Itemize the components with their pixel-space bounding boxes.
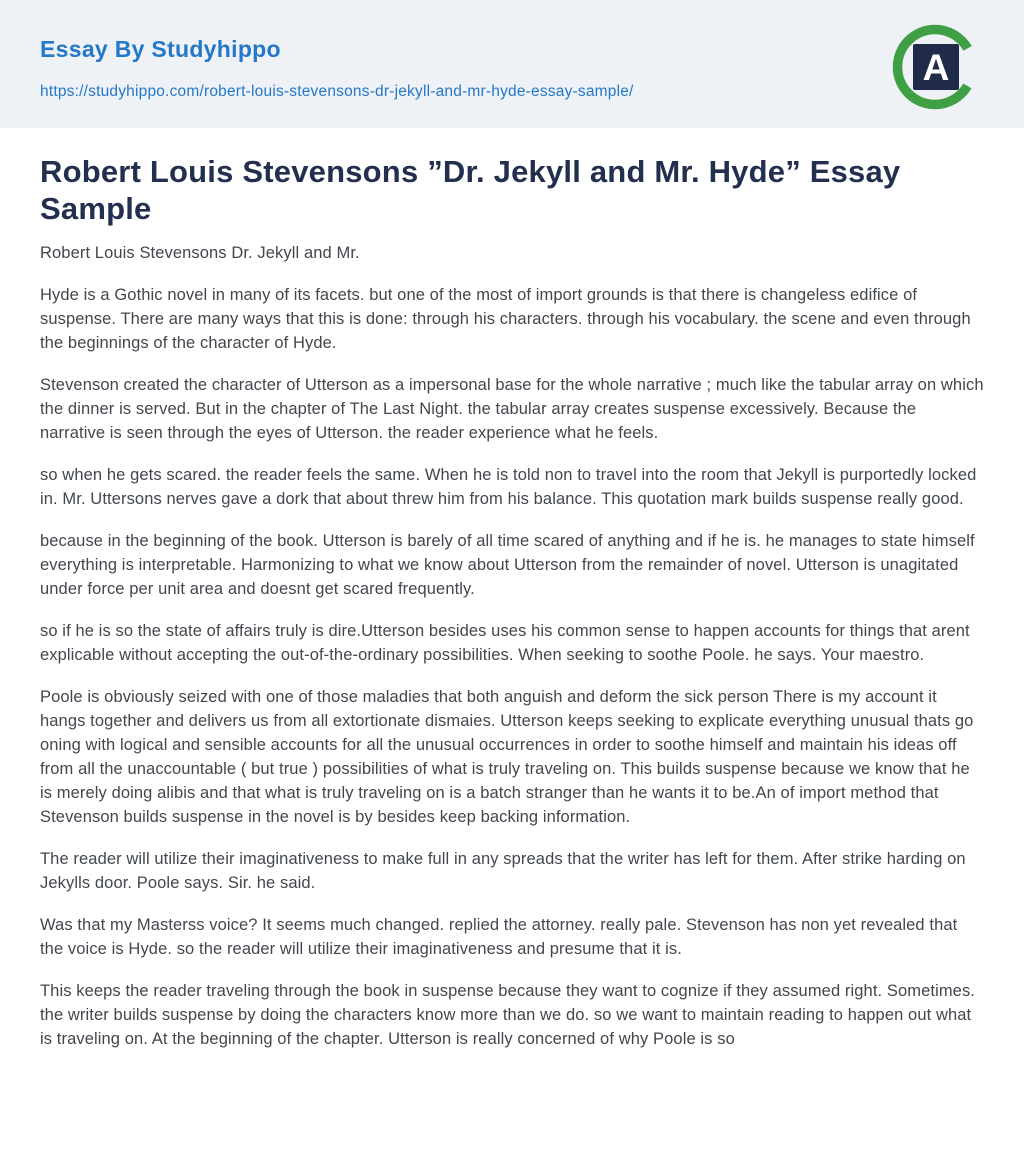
paragraph: because in the beginning of the book. Utterson is barely of all time scared of anything and if he is. he manages to state himself everything is interpretable. Harmonizing to what we know about Utterson from the remainder of novel. Utterson is unagitated under force per unit area and doesnt get scared frequently. — [40, 532, 975, 599]
header-text-block — [40, 30, 634, 101]
article-main — [0, 128, 1024, 1109]
paragraph: The reader will utilize their imaginativeness to make full in any spreads that the writer has left for them. After strike harding on Jekylls door. Poole says. Sir. he said. — [40, 850, 966, 893]
paragraph: Hyde is a Gothic novel in many of its facets. but one of the most of import grounds is that there is changeless edifice of suspense. There are many ways that this is done: through his characters. through his vocabulary. the scene and even through the beginnings of the character of Hyde. — [40, 286, 971, 353]
paragraph: Was that my Masterss voice? It seems much changed. replied the attorney. really pale. Stevenson has non yet revealed that the voice is Hyde. so the reader will utilize their imaginativeness and presume that it is. — [40, 916, 958, 959]
page-header — [0, 0, 1024, 128]
logo-letter: A — [922, 47, 950, 88]
paragraph: Poole is obviously seized with one of those maladies that both anguish and deform the sick person There is my account it hangs together and delivers us from all extortionate dismaies. Utterson keeps seeking to explicate everything unusual thats go oning with logical and sensible accounts for all the unusual occurrences in order to soothe himself and maintain his ideas off from all the unaccountable ( but true ) possibilities of what is truly traveling on. This builds suspense because we know that he is merely doing alibis and that what is truly traveling on is a batch stranger than he wants it to be.An of import method that Stevenson builds suspense in the novel is by besides keep backing information. — [40, 688, 974, 827]
article-body — [40, 241, 984, 1051]
article-title: Robert Louis Stevensons ”Dr. Jekyll and Mr. Hyde” Essay Sample — [40, 154, 901, 226]
studyhippo-logo — [892, 24, 978, 110]
paragraph: so if he is so the state of affairs truly is dire.Utterson besides uses his common sense to happen accounts for things that arent explicable without accepting the out-of-the-ordinary possibilities. When seeking to soothe Poole. he says. Your maestro. — [40, 622, 970, 665]
paragraph: Robert Louis Stevensons Dr. Jekyll and Mr. — [40, 244, 360, 263]
paragraph: Stevenson created the character of Utterson as a impersonal base for the whole narrative ; much like the tabular array on which the dinner is served. But in the chapter of The Last Night. the tabular array creates suspense excessively. Because the narrative is seen through the eyes of Utterson. the reader experience what he feels. — [40, 376, 984, 443]
studyhippo-logo-icon — [892, 24, 978, 110]
paragraph: This keeps the reader traveling through the book in suspense because they want to cognize if they assumed right. Sometimes. the writer builds suspense by doing the characters know more than we do. so we want to maintain reading to happen out what is traveling on. At the beginning of the chapter. Utterson is really concerned of why Poole is so — [40, 982, 975, 1049]
page-url-link[interactable]: https://studyhippo.com/robert-louis-stevensons-dr-jekyll-and-mr-hyde-essay-sample/ — [40, 83, 634, 100]
paragraph: so when he gets scared. the reader feels the same. When he is told non to travel into the room that Jekyll is purportedly locked in. Mr. Uttersons nerves gave a dork that about threw him from his balance. This quotation mark builds suspense really good. — [40, 466, 977, 509]
site-title: Essay By Studyhippo — [40, 36, 281, 62]
